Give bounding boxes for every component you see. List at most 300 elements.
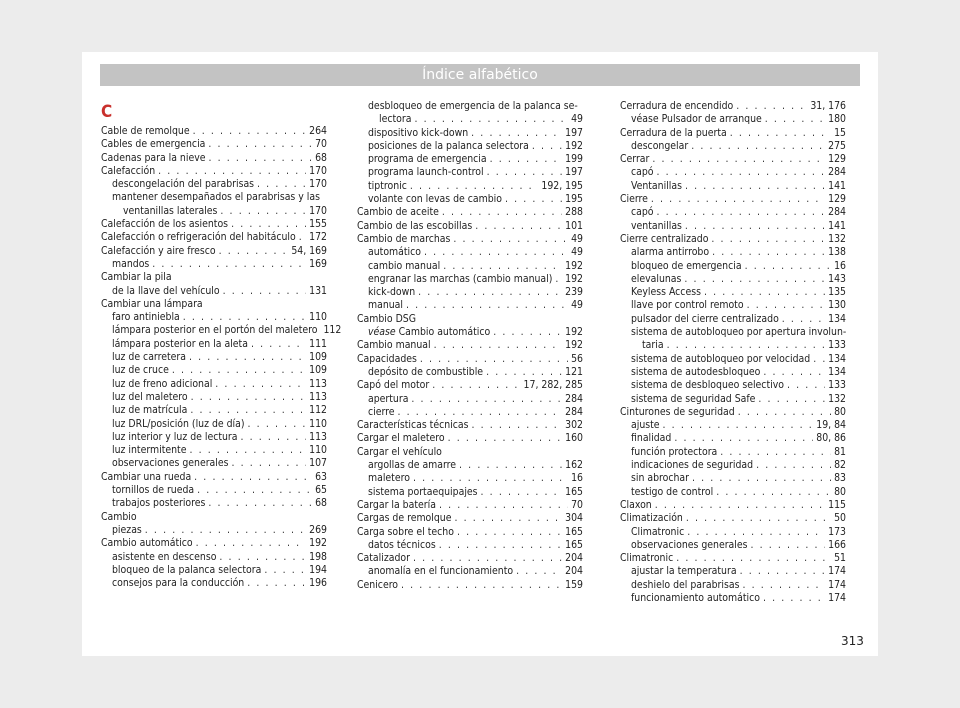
index-term: luz del maletero [112,390,188,403]
page-reference[interactable]: 192 [565,139,583,152]
page-reference[interactable]: 70 [571,498,583,511]
page-reference[interactable]: 101 [565,219,583,232]
page-reference[interactable]: 284 [565,405,583,418]
index-entry[interactable] [620,273,846,286]
index-entry[interactable] [101,444,327,457]
page-reference[interactable]: 239 [565,286,583,299]
page-reference[interactable]: 174 [828,565,846,578]
index-term: Cambio de aceite [357,206,439,219]
page-reference[interactable]: 56 [571,352,583,365]
index-entry[interactable] [357,552,583,565]
index-column-2 [357,100,583,592]
page-reference[interactable]: 129 [828,193,846,206]
index-term: Cerradura de la puerta [620,126,727,139]
leader-dots [730,127,831,140]
leader-dots [756,459,831,472]
index-entry[interactable] [357,526,583,539]
leader-dots [782,313,825,326]
page-reference[interactable]: 19, 84 [816,419,846,432]
index-entry[interactable] [620,220,846,233]
page-reference[interactable]: 170 [309,178,327,191]
leader-dots [692,472,831,485]
index-entry[interactable] [620,127,846,140]
page-reference[interactable]: 196 [309,577,327,590]
page-reference[interactable]: 130 [828,299,846,312]
page-reference[interactable]: 132 [828,392,846,405]
index-heading: Cargar el vehículo [357,445,442,458]
page-reference[interactable]: 284 [828,166,846,179]
leader-dots [720,446,831,459]
index-entry[interactable] [101,138,327,151]
index-term: lámpara posterior en el portón del maletero [112,324,318,337]
leader-dots [299,231,306,244]
page-reference[interactable]: 110 [309,311,327,324]
index-entry[interactable] [357,166,583,179]
index-entry[interactable] [101,205,327,218]
index-entry[interactable] [357,140,583,153]
page-reference[interactable]: 192 [565,272,583,285]
leader-dots [219,245,289,258]
page-reference[interactable]: 113 [309,430,327,443]
index-entry[interactable] [101,178,327,191]
index-term: manual [368,299,404,312]
page-reference[interactable]: 49 [571,113,583,126]
index-entry[interactable] [101,311,327,324]
leader-dots [532,140,562,153]
page-reference[interactable]: 170 [309,164,327,177]
page-reference[interactable]: 81 [834,445,846,458]
index-term: Cadenas para la nieve [101,151,206,164]
page-reference[interactable]: 172 [309,231,327,244]
page-reference[interactable]: 133 [828,339,846,352]
leader-dots [241,431,307,444]
page-reference[interactable]: 80, 86 [816,432,846,445]
index-entry[interactable] [357,472,583,485]
index-entry[interactable] [357,486,583,499]
page-reference[interactable]: 284 [828,206,846,219]
index-entry[interactable] [357,512,583,525]
index-term: sistema de seguridad Safe [631,392,756,405]
index-entry[interactable] [357,406,583,419]
page-reference[interactable]: 165 [565,485,583,498]
page-reference[interactable]: 112 [323,324,342,337]
index-entry[interactable] [101,537,327,550]
index-entry[interactable] [357,233,583,246]
page-reference[interactable]: 31, 176 [810,100,846,112]
index-term: Calefacción y aire fresco [101,244,216,257]
page-reference[interactable]: 195 [565,193,583,206]
page-reference[interactable]: 135 [828,286,846,299]
page-reference[interactable]: 192 [565,339,583,352]
page-reference[interactable]: 109 [309,364,327,377]
index-heading: mantener desempañados el parabrisas y las [112,191,320,204]
index-term: Cambio de marchas [357,232,451,245]
page-reference[interactable]: 63 [315,470,327,483]
index-entry[interactable] [357,499,583,512]
index-term: Calefacción [101,164,156,177]
index-term: ajuste [631,419,660,432]
index-entry[interactable] [357,579,583,592]
leader-dots [763,592,825,605]
index-entries [620,100,846,605]
page-reference[interactable]: 131 [309,284,327,297]
index-term: Carga sobre el techo [357,525,454,538]
index-entry[interactable] [101,351,327,364]
index-entry[interactable] [620,366,846,379]
index-entry[interactable] [357,353,583,366]
page-reference[interactable]: 192 [565,259,583,272]
index-entry[interactable] [357,299,583,312]
leader-dots [145,524,306,537]
index-entry[interactable] [101,391,327,404]
page-reference[interactable]: 138 [828,246,846,259]
index-entry[interactable] [620,406,846,419]
index-term: lámpara posterior en la aleta [112,337,248,350]
page-reference[interactable]: 284 [565,392,583,405]
index-entry[interactable] [101,551,327,564]
index-term: Cambiar una rueda [101,470,192,483]
index-entry[interactable] [620,446,846,459]
index-entry[interactable] [101,577,327,590]
index-entry[interactable] [101,404,327,417]
index-entry[interactable] [620,526,846,539]
page-reference[interactable]: 302 [565,419,583,432]
leader-dots [652,153,825,166]
index-entry[interactable] [620,153,846,166]
index-entry[interactable] [357,379,583,392]
page-reference[interactable]: 129 [828,153,846,166]
page-reference[interactable]: 180 [828,113,846,126]
index-term: luz DRL/posición (luz de día) [112,417,245,430]
index-entry[interactable] [101,324,342,337]
page-reference[interactable]: 51 [834,552,846,565]
page-reference[interactable]: 68 [315,151,327,164]
page-reference[interactable]: 134 [828,365,846,378]
leader-dots [475,220,562,233]
page-reference[interactable]: 110 [309,417,327,430]
index-entry[interactable] [101,338,327,351]
index-term: alarma antirrobo [631,246,710,259]
page-reference[interactable]: 198 [309,550,327,563]
page-reference[interactable]: 162 [565,459,583,472]
page-reference[interactable]: 115 [828,498,846,511]
leader-dots [401,579,562,592]
index-entry[interactable] [620,113,846,126]
leader-dots [459,459,562,472]
leader-dots [418,286,562,299]
page-reference[interactable]: 173 [828,525,846,538]
page-reference[interactable]: 80 [834,405,846,418]
index-entry[interactable] [620,193,846,206]
page-reference[interactable]: 70 [315,138,327,151]
index-term: depósito de combustible [368,365,484,378]
page-reference[interactable]: 134 [828,312,846,325]
index-entry[interactable] [101,165,327,178]
index-entry[interactable] [101,418,327,431]
leader-dots [747,299,826,312]
leader-dots [414,113,568,126]
index-entry[interactable] [357,539,583,552]
index-entry[interactable] [620,539,846,552]
index-entry[interactable] [101,524,327,537]
index-entry[interactable] [620,419,846,432]
index-entry[interactable] [101,471,327,484]
index-entry[interactable] [357,193,583,206]
leader-dots [471,419,562,432]
page-reference[interactable]: 54, 169 [291,244,327,257]
index-term: kick-down [368,286,416,299]
page-reference[interactable]: 107 [309,457,327,470]
leader-dots [763,366,825,379]
page-reference[interactable]: 197 [565,166,583,179]
index-entry[interactable] [357,432,583,445]
index-entry[interactable] [101,378,327,391]
page-reference[interactable]: 275 [828,139,846,152]
index-entry[interactable] [101,152,327,165]
page-reference[interactable]: 82 [834,459,846,472]
page-reference[interactable]: 192 [309,537,327,550]
page-reference[interactable]: 204 [565,565,583,578]
page-reference[interactable]: 192, 195 [541,179,583,192]
index-entry[interactable] [620,233,846,246]
index-entry[interactable] [357,260,583,273]
leader-dots [183,311,306,324]
page-reference[interactable]: 194 [309,563,327,576]
page-reference[interactable]: 143 [828,272,846,285]
page-reference[interactable]: 113 [309,377,327,390]
page-reference[interactable]: 264 [309,125,327,137]
index-term: dispositivo kick-down [368,126,469,139]
index-entry[interactable] [620,286,846,299]
index-entry[interactable] [101,231,327,244]
index-entry[interactable] [620,180,846,193]
leader-dots [490,153,563,166]
index-entry[interactable] [620,579,846,592]
page-reference[interactable]: 169 [309,257,327,270]
page-reference[interactable]: 141 [828,179,846,192]
index-term: Capó del motor [357,379,430,392]
index-entry[interactable] [357,393,583,406]
leader-dots [410,180,539,193]
leader-dots [685,180,825,193]
leader-dots [424,246,568,259]
page-reference[interactable]: 204 [565,552,583,565]
page-reference[interactable]: 113 [309,390,327,403]
page-reference[interactable]: 269 [309,523,327,536]
index-column-3 [620,100,846,605]
leader-dots [686,512,831,525]
index-entry[interactable] [101,258,327,271]
leader-dots [196,537,307,550]
index-term: Características técnicas [357,419,469,432]
leader-dots [193,125,307,138]
index-entry[interactable] [357,273,583,286]
index-entry[interactable] [357,206,583,219]
page-reference[interactable]: 134 [828,352,846,365]
page-reference[interactable]: 121 [565,365,583,378]
page-reference[interactable]: 109 [309,351,327,364]
leader-dots [191,391,307,404]
page-reference[interactable]: 68 [315,497,327,510]
index-term: indicaciones de seguridad [631,459,754,472]
leader-dots [197,484,312,497]
index-entry[interactable] [357,366,583,379]
index-entry[interactable] [620,499,846,512]
leader-dots [247,577,306,590]
index-entries [101,125,342,590]
index-entry[interactable] [620,592,846,605]
index-term: anomalía en el funcionamiento [368,565,514,578]
index-entry[interactable] [620,552,846,565]
page-reference[interactable]: 110 [309,444,327,457]
index-entry[interactable] [620,206,846,219]
leader-dots [457,526,562,539]
index-entry[interactable] [101,431,327,444]
index-entry[interactable] [620,339,846,352]
index-entry[interactable] [620,565,846,578]
leader-dots [657,166,826,179]
index-term: mandos [112,257,150,270]
page-reference[interactable]: 155 [309,218,327,231]
index-entry[interactable] [357,565,583,578]
index-entry[interactable] [101,245,327,258]
index-entry[interactable] [101,125,327,138]
page-reference[interactable]: 111 [309,337,327,350]
index-entry[interactable] [357,286,583,299]
leader-dots [194,471,312,484]
leader-dots [411,393,562,406]
index-term: descongelación del parabrisas [112,178,255,191]
index-entry[interactable] [620,246,846,259]
leader-dots [676,552,831,565]
index-entry[interactable] [101,364,327,377]
page-reference[interactable]: 49 [571,232,583,245]
page-reference[interactable]: 49 [571,299,583,312]
page-reference[interactable]: 165 [565,525,583,538]
index-heading: desbloqueo de emergencia de la palanca se- [368,100,578,112]
index-entry[interactable] [620,166,846,179]
index-term: sistema de autobloqueo por velocidad [631,352,811,365]
page-reference[interactable]: 165 [565,538,583,551]
index-term: Catalizador [357,552,410,565]
page-reference[interactable]: 49 [571,246,583,259]
index-term: Cargar la batería [357,498,436,511]
index-term: sistema de autodesbloqueo [631,365,761,378]
page-reference[interactable]: 160 [565,432,583,445]
leader-dots [787,379,825,392]
index-entry[interactable] [357,339,583,352]
page-reference[interactable]: 15 [834,126,846,139]
index-entry[interactable] [101,564,327,577]
index-entry[interactable] [620,353,846,366]
index-entry[interactable] [620,432,846,445]
index-entry[interactable] [620,260,846,273]
index-heading: Cambiar la pila [101,271,172,284]
leader-dots [209,152,313,165]
page-reference[interactable]: 112 [309,404,327,417]
index-entry[interactable] [357,459,583,472]
index-term: Climatronic [620,552,674,565]
index-term: engranar las marchas (cambio manual) [368,272,553,285]
leader-dots [420,353,568,366]
leader-dots [691,140,825,153]
index-entry[interactable] [101,484,327,497]
page-reference[interactable]: 174 [828,578,846,591]
page-reference[interactable]: 197 [565,126,583,139]
page-reference[interactable]: 199 [565,153,583,166]
page-reference[interactable]: 80 [834,485,846,498]
page-reference[interactable]: 83 [834,472,846,485]
index-entry[interactable] [101,497,327,510]
index-entry[interactable] [101,218,327,231]
page-reference[interactable]: 133 [828,379,846,392]
index-entry[interactable] [620,486,846,499]
leader-dots [685,220,825,233]
index-entry[interactable] [357,180,583,193]
index-term: de la llave del vehículo [112,284,220,297]
leader-dots [674,432,813,445]
index-term: Cables de emergencia [101,138,206,151]
index-entry[interactable] [357,113,583,126]
page-reference[interactable]: 159 [565,578,583,591]
index-entry[interactable] [620,512,846,525]
page-reference[interactable]: 192 [565,326,583,339]
page-reference[interactable]: 141 [828,219,846,232]
index-entry[interactable] [357,153,583,166]
index-entry[interactable] [620,379,846,392]
leader-dots [651,193,825,206]
page-reference[interactable]: 50 [834,512,846,525]
leader-dots [231,218,306,231]
index-entry[interactable] [620,459,846,472]
index-entry[interactable] [620,313,846,326]
page-reference[interactable]: 174 [828,591,846,604]
page-reference[interactable]: 65 [315,484,327,497]
index-entry[interactable] [357,326,583,339]
index-entry[interactable] [620,100,846,113]
leader-dots [257,178,306,191]
index-column-1 [101,102,342,590]
page-reference[interactable]: 166 [828,538,846,551]
page-reference[interactable]: 17, 282, 285 [523,379,583,392]
page-reference[interactable]: 132 [828,232,846,245]
index-entry[interactable] [357,127,583,140]
leader-dots [758,393,825,406]
index-term: luz de cruce [112,364,169,377]
index-entry[interactable] [101,457,327,470]
page-reference[interactable]: 288 [565,206,583,219]
leader-dots [486,366,562,379]
index-entry[interactable] [620,393,846,406]
index-entry[interactable] [357,220,583,233]
index-entry[interactable] [620,472,846,485]
index-term: cierre [368,405,395,418]
index-entry[interactable] [357,246,583,259]
index-entry[interactable] [620,140,846,153]
index-entry[interactable] [620,299,846,312]
page-reference[interactable]: 304 [565,512,583,525]
page-reference[interactable]: 16 [834,259,846,272]
index-term: bloqueo de la palanca selectora [112,563,262,576]
leader-dots [189,351,306,364]
page-reference[interactable]: 16 [571,472,583,485]
index-entry[interactable] [101,285,327,298]
leader-dots [711,233,825,246]
page-reference[interactable]: 170 [309,204,327,217]
index-entry[interactable] [357,419,583,432]
index-term: lectora [379,113,412,126]
leader-dots [219,551,306,564]
